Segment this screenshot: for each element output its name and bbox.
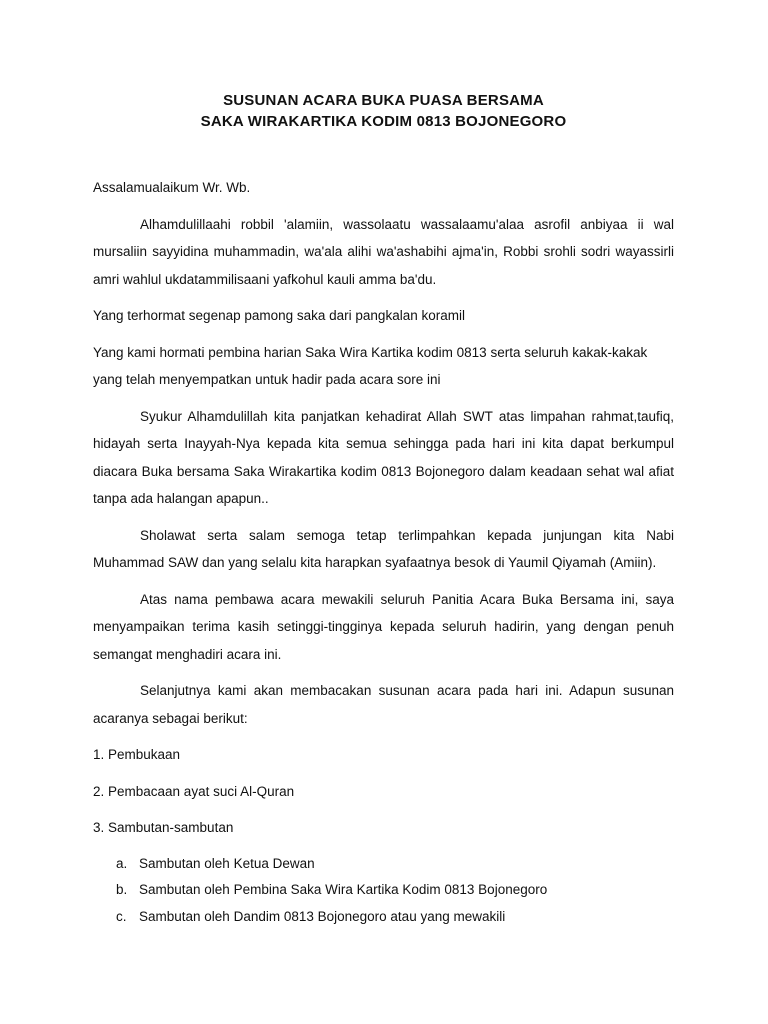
document-title [93, 90, 674, 132]
list-marker: c. [116, 908, 127, 924]
paragraph-honored-pamong: Yang terhormat segenap pamong saka dari pangkalan koramil [93, 308, 465, 323]
sambutan-item-text: Sambutan oleh Ketua Dewan [139, 855, 315, 871]
paragraph-respected-pembina: Yang kami hormati pembina harian Saka Wira Kartika kodim 0813 serta seluruh kakak-kakak yang telah menyempatkan untuk hadir pada acara sore ini [93, 344, 648, 387]
sambutan-item-text: Sambutan oleh Pembina Saka Wira Kartika Kodim 0813 Bojonegoro [139, 882, 548, 897]
sambutan-item-text: Sambutan oleh Dandim 0813 Bojonegoro atau yang mewakili [139, 908, 506, 924]
greeting: Assalamualaikum Wr. Wb. [93, 180, 251, 195]
title-line-1: SUSUNAN ACARA BUKA PUASA BERSAMA [223, 92, 544, 109]
paragraph-opening-prayer: Alhamdulillaahi robbil 'alamiin, wassolaatu wassalaamu'alaa asrofil anbiyaa ii wal mursaliin sayyidina muhammadin, wa'ala alihi wa'ashabihi ajma'in, Robbi srohli sodri wayassirli amri wahlul ukdatammilisaani yafkohul kauli amma ba'du. [93, 216, 674, 287]
paragraph-agenda-intro: Selanjutnya kami akan membacakan susunan acara pada hari ini. Adapun susunan acaranya sebagai berikut: [93, 683, 674, 726]
list-marker: b. [116, 882, 128, 897]
sambutan-sublist [93, 851, 674, 931]
agenda-item: 3. Sambutan-sambutan [93, 820, 234, 835]
sambutan-item [93, 904, 674, 931]
sambutan-item [93, 851, 674, 878]
paragraph-sholawat: Sholawat serta salam semoga tetap terlimpahkan kepada junjungan kita Nabi Muhammad SAW dan yang selalu kita harapkan syafaatnya besok di Yaumil Qiyamah (Amiin). [93, 527, 674, 570]
paragraph-gratitude: Syukur Alhamdulillah kita panjatkan kehadirat Allah SWT atas limpahan rahmat,taufiq, hidayah serta Inayyah-Nya kepada kita semua sehingga pada hari ini kita dapat berkumpul diacara Buka bersama Saka Wirakartika kodim 0813 Bojonegoro dalam keadaan sehat wal afiat tanpa ada halangan apapun.. [93, 408, 674, 506]
list-marker: a. [116, 855, 128, 871]
agenda-item: 1. Pembukaan [93, 747, 181, 762]
title-line-2: SAKA WIRAKARTIKA KODIM 0813 BOJONEGORO [200, 113, 567, 130]
agenda-item: 2. Pembacaan ayat suci Al-Quran [93, 783, 295, 799]
paragraph-thanks: Atas nama pembawa acara mewakili seluruh Panitia Acara Buka Bersama ini, saya menyampaikan terima kasih setinggi-tingginya kepada seluruh hadirin, yang dengan penuh semangat menghadiri acara ini. [93, 591, 674, 662]
sambutan-item [93, 877, 674, 904]
